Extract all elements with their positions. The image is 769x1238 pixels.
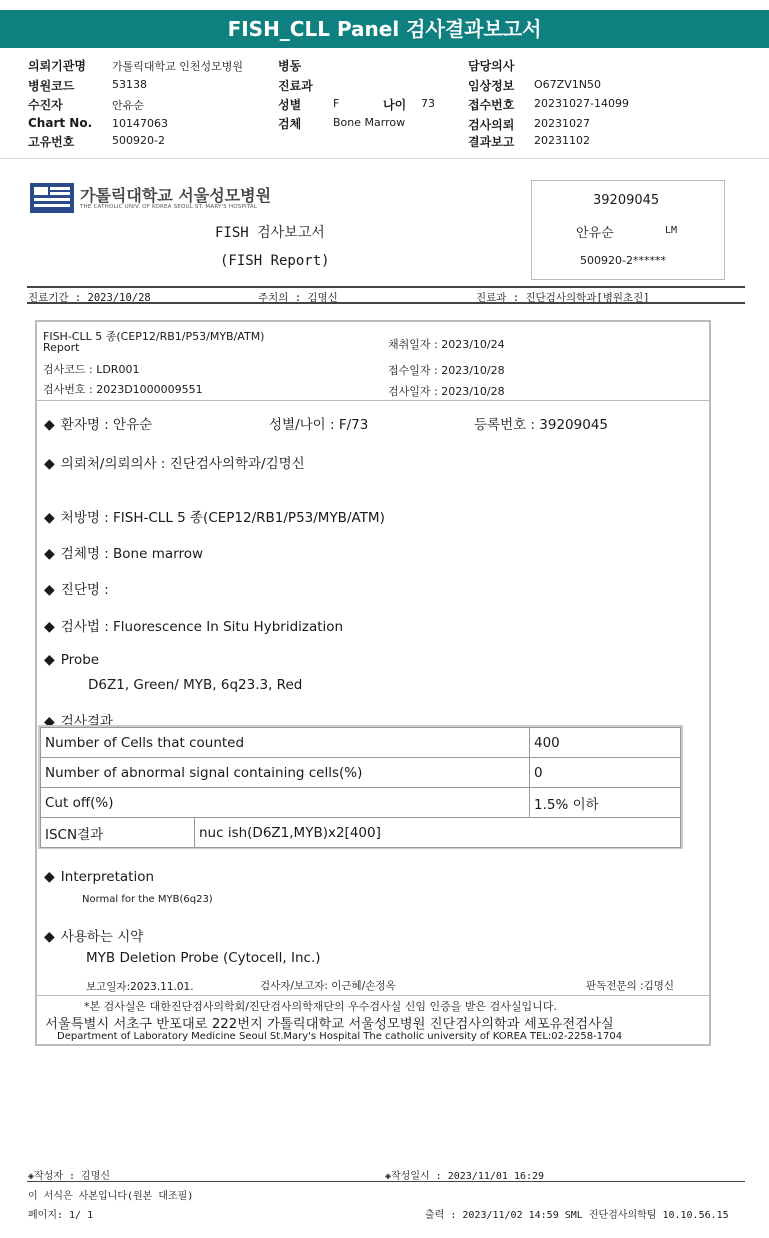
label-requesting-institution: 의뢰기관명 (28, 59, 86, 73)
specimen-text: 검체명 : Bone marrow (60, 546, 203, 562)
hospital-name: 가톨릭대학교 서울성모병원 (80, 186, 272, 205)
prescription-text: 처방명 : FISH-CLL 5 종(CEP12/RB1/P53/MYB/ATM) (60, 510, 385, 526)
footer-copy-note: 이 서식은 사본입니다(원본 대조필) (28, 1191, 194, 1202)
hospital-logo (30, 183, 74, 213)
iscn-value-cell: nuc ish(D6Z1,MYB)x2[400] (195, 818, 681, 848)
test-name-line2: Report (43, 341, 80, 354)
report-title-en: (FISH Report) (220, 253, 330, 269)
diamond-bullet-icon: ◆ (44, 619, 55, 635)
label-ward: 병동 (278, 59, 302, 73)
label-sex: 성별 (278, 98, 302, 112)
specimen-row (44, 542, 203, 562)
diamond-bullet-icon: ◆ (44, 869, 55, 885)
label-request-date: 검사의뢰 (468, 118, 515, 132)
hospital-name-en: THE CATHOLIC UNIV. OF KOREA SEOUL ST. MARY'S HOSPITAL (80, 204, 258, 210)
label-age: 나이 (383, 98, 407, 112)
patient-box-reg-no: 39209045 (593, 193, 660, 208)
interpretation-heading: Interpretation (60, 869, 155, 885)
info-line-bottom-rule (27, 302, 745, 304)
table-row (41, 788, 681, 818)
label-chart-no: Chart No. (28, 116, 93, 130)
lab-address: 서울특별시 서초구 반포대로 222번지 가톨릭대학교 서울성모병원 진단검사의학과 세포유전검사실 (45, 1017, 614, 1032)
test-no: 검사번호 : 2023D1000009551 (43, 383, 203, 396)
value-report-date: 20231102 (534, 134, 590, 147)
info-line-top-rule (27, 286, 745, 288)
diamond-bullet-icon: ◆ (44, 582, 55, 598)
patient-name-row (44, 413, 152, 433)
exam-date: 검사일자 : 2023/10/28 (388, 385, 505, 398)
report-title-bar: FISH_CLL Panel 검사결과보고서 (0, 10, 769, 48)
certification-note: *본 검사실은 대한진단검사의학회/진단검사의학재단의 우수검사실 신임 인증을 받은 검사실입니다. (84, 1000, 557, 1013)
interpretation-text: Normal for the MYB(6q23) (82, 894, 213, 905)
label-physician: 담당의사 (468, 59, 515, 73)
value-receipt-no: 20231027-14099 (534, 97, 629, 110)
report-header-rule (37, 400, 709, 401)
footer-printed: 출력 : 2023/11/02 14:59 SML 진단검사의학팀 10.10.56.15 (425, 1210, 729, 1221)
reagent-heading: 사용하는 시약 (60, 929, 144, 945)
report-footer-date: 보고일자:2023.11.01. (86, 981, 194, 993)
probe-detail: D6Z1, Green/ MYB, 6q23.3, Red (88, 677, 303, 693)
diagnosis-row (44, 578, 109, 598)
report-footer-examiners: 검사자/보고자: 이근혜/손정옥 (260, 980, 396, 992)
lab-address-en: Department of Laboratory Medicine Seoul St.Mary's Hospital The catholic university of KOREA TEL:02-2258-1704 (57, 1031, 623, 1042)
label-specimen: 검체 (278, 117, 302, 131)
probe-heading-row (44, 652, 99, 668)
label-patient-name: 수진자 (28, 98, 63, 112)
report-footer-rule (37, 995, 709, 996)
table-row (41, 728, 681, 758)
value-clinical-info: O67ZV1N50 (534, 78, 601, 91)
value-patient-name: 안유순 (112, 99, 144, 112)
report-footer-reviewer: 판독전문의 :김명신 (586, 980, 675, 992)
diagnosis-text: 진단명 : (60, 582, 109, 598)
patient-box-name: 안유순 (576, 226, 614, 241)
info-attending: 주치의 : 김명신 (258, 292, 338, 304)
label-clinical-info: 임상정보 (468, 79, 515, 93)
value-requesting-institution: 가톨릭대학교 인천성모병원 (112, 60, 244, 73)
info-dept: 진료과 : 진단검사의학과[병원초진] (476, 292, 650, 304)
label-unique-no: 고유번호 (28, 135, 75, 149)
footer-author: ◈작성자 : 김명신 (28, 1171, 111, 1182)
value-unique-no: 500920-2 (112, 134, 165, 147)
label-hospital-code: 병원코드 (28, 79, 75, 93)
interpretation-heading-row (44, 869, 154, 885)
table-row (41, 758, 681, 788)
receipt-date: 접수일자 : 2023/10/28 (388, 364, 505, 377)
table-cell-value: 0 (530, 758, 681, 788)
patient-row-sex-age: 성별/나이 : F/73 (269, 417, 369, 433)
results-table (40, 727, 681, 848)
value-hospital-code: 53138 (112, 78, 147, 91)
diamond-bullet-icon: ◆ (44, 929, 55, 945)
reagent-text: MYB Deletion Probe (Cytocell, Inc.) (86, 950, 321, 966)
footer-written-at: ◈작성일시 : 2023/11/01 16:29 (385, 1171, 545, 1182)
patient-box-code: LM (665, 225, 678, 236)
header-divider (0, 158, 769, 159)
iscn-label-cell: ISCN결과 (41, 818, 195, 848)
value-sex: F (333, 97, 340, 110)
table-cell-label: Number of abnormal signal containing cells(%) (41, 758, 530, 788)
value-chart-no: 10147063 (112, 117, 168, 130)
diamond-bullet-icon: ◆ (44, 546, 55, 562)
label-receipt-no: 접수번호 (468, 98, 515, 112)
referral-text: 의뢰처/의뢰의사 : 진단검사의학과/김명신 (60, 456, 305, 472)
diamond-bullet-icon: ◆ (44, 714, 55, 730)
patient-row-reg-no: 등록번호 : 39209045 (474, 417, 609, 433)
table-cell-value: 400 (530, 728, 681, 758)
table-cell-label: Number of Cells that counted (41, 728, 530, 758)
referral-row (44, 452, 305, 472)
collect-date: 채취일자 : 2023/10/24 (388, 338, 505, 351)
patient-row-name: 환자명 : 안유순 (60, 417, 153, 433)
test-name: FISH-CLL 5 종(CEP12/RB1/P53/MYB/ATM) (43, 330, 265, 343)
method-row (44, 615, 343, 635)
results-heading: 검사결과 (60, 714, 113, 730)
reagent-heading-row (44, 925, 143, 945)
patient-box-id: 500920-2****** (580, 254, 666, 267)
report-title-kr: FISH 검사보고서 (215, 225, 325, 241)
footer-rule (27, 1181, 745, 1182)
diamond-bullet-icon: ◆ (44, 652, 55, 668)
diamond-bullet-icon: ◆ (44, 456, 55, 472)
test-code: 검사코드 : LDR001 (43, 363, 140, 376)
diamond-bullet-icon: ◆ (44, 417, 55, 433)
value-request-date: 20231027 (534, 117, 590, 130)
table-cell-label: Cut off(%) (41, 788, 530, 818)
table-cell-value: 1.5% 이하 (530, 788, 681, 818)
label-report-date: 결과보고 (468, 135, 515, 149)
probe-heading: Probe (60, 652, 100, 668)
info-period: 진료기간 : 2023/10/28 (28, 292, 151, 304)
label-department: 진료과 (278, 79, 313, 93)
table-row (41, 818, 681, 848)
method-text: 검사법 : Fluorescence In Situ Hybridization (60, 619, 344, 635)
footer-page: 페이지: 1/ 1 (28, 1210, 94, 1221)
diamond-bullet-icon: ◆ (44, 510, 55, 526)
value-age: 73 (421, 97, 435, 110)
prescription-row (44, 506, 385, 526)
value-specimen: Bone Marrow (333, 116, 406, 129)
